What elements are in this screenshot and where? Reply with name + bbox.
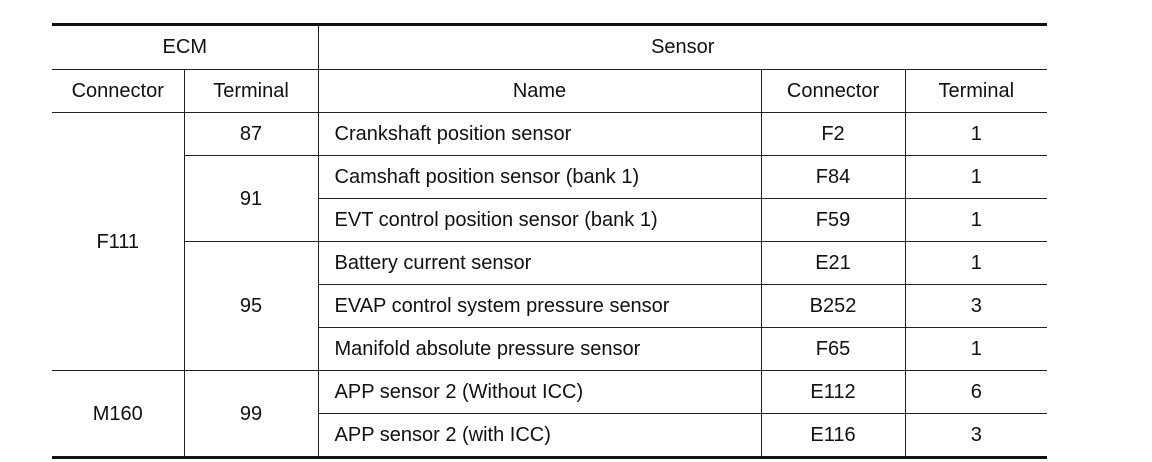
- ecm-terminal-header: Terminal: [184, 70, 318, 113]
- sensor-terminal-cell: 1: [905, 113, 1047, 156]
- sensor-name-cell: APP sensor 2 (Without ICC): [318, 371, 761, 414]
- sensor-name-cell: EVAP control system pressure sensor: [318, 285, 761, 328]
- sensor-connector-cell: F2: [761, 113, 905, 156]
- sensor-name-cell: Battery current sensor: [318, 242, 761, 285]
- ecm-terminal-cell: 87: [184, 113, 318, 156]
- sensor-terminal-cell: 3: [905, 414, 1047, 458]
- sensor-connector-cell: E112: [761, 371, 905, 414]
- sensor-group-header: Sensor: [318, 25, 1047, 70]
- sensor-connector-header: Connector: [761, 70, 905, 113]
- ecm-connector-cell: F111: [52, 113, 184, 371]
- sensor-connector-cell: E21: [761, 242, 905, 285]
- table-row: [52, 242, 1047, 285]
- sensor-name-cell: EVT control position sensor (bank 1): [318, 199, 761, 242]
- sensor-name-cell: Crankshaft position sensor: [318, 113, 761, 156]
- ecm-terminal-cell: 95: [184, 242, 318, 371]
- column-header-row: [52, 70, 1047, 113]
- sensor-name-cell: Manifold absolute pressure sensor: [318, 328, 761, 371]
- sensor-connector-cell: F65: [761, 328, 905, 371]
- sensor-terminal-cell: 3: [905, 285, 1047, 328]
- ecm-connector-header: Connector: [52, 70, 184, 113]
- table-row: [52, 371, 1047, 414]
- sensor-name-header: Name: [318, 70, 761, 113]
- ecm-sensor-connection-table: [52, 23, 1047, 459]
- ecm-group-header: ECM: [52, 25, 318, 70]
- sensor-terminal-cell: 1: [905, 242, 1047, 285]
- sensor-connector-cell: E116: [761, 414, 905, 458]
- ecm-terminal-cell: 91: [184, 156, 318, 242]
- table-row: [52, 113, 1047, 156]
- ecm-connector-cell: M160: [52, 371, 184, 458]
- sensor-connector-cell: F84: [761, 156, 905, 199]
- sensor-name-cell: Camshaft position sensor (bank 1): [318, 156, 761, 199]
- sensor-name-cell: APP sensor 2 (with ICC): [318, 414, 761, 458]
- sensor-terminal-cell: 1: [905, 156, 1047, 199]
- ecm-terminal-cell: 99: [184, 371, 318, 458]
- sensor-terminal-header: Terminal: [905, 70, 1047, 113]
- sensor-terminal-cell: 1: [905, 328, 1047, 371]
- sensor-terminal-cell: 6: [905, 371, 1047, 414]
- table-row: [52, 156, 1047, 199]
- sensor-connector-cell: F59: [761, 199, 905, 242]
- group-header-row: [52, 25, 1047, 70]
- sensor-terminal-cell: 1: [905, 199, 1047, 242]
- sensor-connector-cell: B252: [761, 285, 905, 328]
